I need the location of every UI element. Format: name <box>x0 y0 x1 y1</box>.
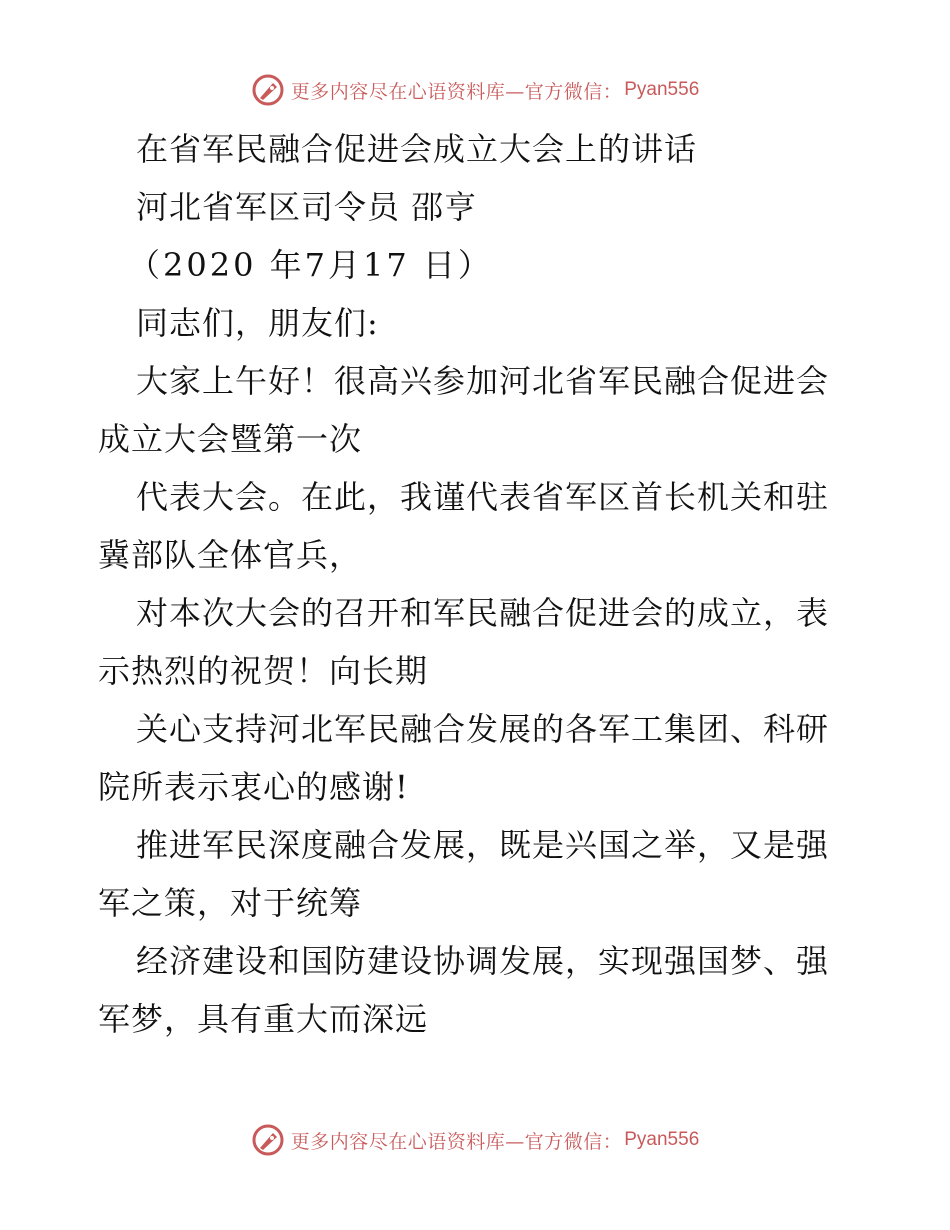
paragraph-line: 关心支持河北军民融合发展的各军工集团、科研 <box>136 710 830 748</box>
salutation: 同志们，朋友们: <box>136 304 379 342</box>
paragraph-line: 成立大会暨第一次 <box>98 420 363 458</box>
paragraph-line: 推进军民深度融合发展，既是兴国之举，又是强 <box>136 826 830 864</box>
document-title: 在省军民融合促进会成立大会上的讲话 <box>136 130 698 168</box>
paragraph-line: 军之策，对于统筹 <box>98 884 363 922</box>
paragraph-line: 冀部队全体官兵， <box>98 536 363 574</box>
paragraph-line: 大家上午好！很高兴参加河北省军民融合促进会 <box>136 362 830 400</box>
footer-watermark <box>0 1120 950 1160</box>
paragraph-line: 经济建设和国防建设协调发展，实现强国梦、强 <box>136 942 830 980</box>
paragraph-line: 院所表示衷心的感谢! <box>98 768 409 806</box>
watermark-account: Pyan556 <box>624 1129 700 1150</box>
paragraph-line: 示热烈的祝贺！向长期 <box>98 652 429 690</box>
paragraph-line: 对本次大会的召开和军民融合促进会的成立，表 <box>136 594 830 632</box>
watermark-text: 更多内容尽在心语资料库—官方微信： <box>290 80 623 103</box>
watermark-text: 更多内容尽在心语资料库—官方微信： <box>290 1130 623 1153</box>
paragraph-line: 军梦，具有重大而深远 <box>98 1000 429 1038</box>
watermark-account: Pyan556 <box>624 79 700 100</box>
speaker-line: 河北省军区司令员 邵亨 <box>136 188 478 226</box>
header-watermark <box>0 70 950 110</box>
pen-nib-logo-icon <box>251 1123 285 1157</box>
date-line: （2020 年7月17 日） <box>128 246 493 284</box>
pen-nib-logo-icon <box>251 73 285 107</box>
document-body <box>98 120 858 1048</box>
paragraph-line: 代表大会。在此，我谨代表省军区首长机关和驻 <box>136 478 830 516</box>
